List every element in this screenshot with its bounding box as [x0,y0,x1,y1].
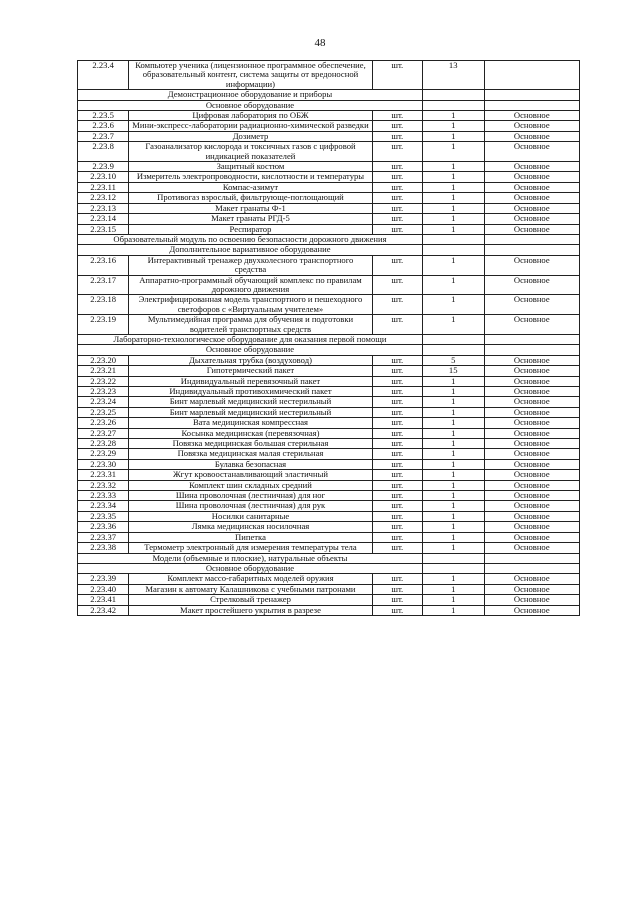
item-quantity-cell: 1 [422,295,484,315]
item-number-cell: 2.23.26 [78,418,129,428]
table-row [78,355,580,365]
item-type-cell: Основное [484,605,579,615]
table-row [78,491,580,501]
empty-cell [422,90,484,100]
item-type-cell: Основное [484,501,579,511]
item-unit-cell: шт. [372,584,422,594]
empty-cell [484,345,579,355]
item-number-cell: 2.23.18 [78,295,129,315]
item-quantity-cell: 1 [422,182,484,192]
item-number-cell: 2.23.17 [78,275,129,295]
item-unit-cell: шт. [372,203,422,213]
table-row [78,595,580,605]
table-row [78,511,580,521]
table-row [78,172,580,182]
item-number-cell: 2.23.42 [78,605,129,615]
item-type-cell: Основное [484,121,579,131]
table-row [78,543,580,553]
item-type-cell: Основное [484,480,579,490]
item-number-cell: 2.23.28 [78,439,129,449]
item-unit-cell: шт. [372,172,422,182]
section-title: Модели (объемные и плоские), натуральные объекты [78,553,423,563]
table-row [78,255,580,275]
item-type-cell: Основное [484,491,579,501]
item-name-cell: Термометр электронный для измерения температуры тела [129,543,372,553]
item-name-cell: Косынка медицинская (перевязочная) [129,428,372,438]
item-unit-cell: шт. [372,501,422,511]
item-name-cell: Дозиметр [129,131,372,141]
item-unit-cell: шт. [372,275,422,295]
item-number-cell: 2.23.19 [78,315,129,335]
item-unit-cell: шт. [372,511,422,521]
item-quantity-cell: 15 [422,366,484,376]
item-quantity-cell: 1 [422,142,484,162]
item-name-cell: Шина проволочная (лестничная) для ног [129,491,372,501]
equipment-table-body [78,61,580,616]
empty-cell [422,345,484,355]
table-row [78,387,580,397]
item-type-cell: Основное [484,418,579,428]
section-header-row [78,553,580,563]
item-unit-cell: шт. [372,418,422,428]
item-type-cell: Основное [484,428,579,438]
item-name-cell: Респиратор [129,224,372,234]
item-type-cell: Основное [484,574,579,584]
item-quantity-cell: 1 [422,543,484,553]
item-name-cell: Мультимедийная программа для обучения и подготовки водителей транспортных средств [129,315,372,335]
item-name-cell: Стрелковый тренажер [129,595,372,605]
item-name-cell: Измеритель электропроводности, кислотности и температуры [129,172,372,182]
item-type-cell: Основное [484,142,579,162]
item-name-cell: Аппаратно-программный обучающий комплекс по правилам дорожного движения [129,275,372,295]
empty-cell [484,563,579,573]
empty-cell [422,234,484,244]
item-name-cell: Повязка медицинская малая стерильная [129,449,372,459]
item-name-cell: Жгут кровоостанавливающий эластичный [129,470,372,480]
table-row [78,295,580,315]
table-row [78,428,580,438]
item-name-cell: Пипетка [129,532,372,542]
item-quantity-cell: 1 [422,203,484,213]
empty-cell [422,553,484,563]
item-number-cell: 2.23.7 [78,131,129,141]
item-quantity-cell: 1 [422,111,484,121]
item-name-cell: Защитный костюм [129,162,372,172]
item-name-cell: Дыхательная трубка (воздуховод) [129,355,372,365]
section-title: Дополнительное вариативное оборудование [78,245,423,255]
item-number-cell: 2.23.14 [78,214,129,224]
table-row [78,574,580,584]
item-number-cell: 2.23.9 [78,162,129,172]
item-type-cell: Основное [484,275,579,295]
table-row [78,315,580,335]
item-unit-cell: шт. [372,532,422,542]
item-name-cell: Комплект шин складных средний [129,480,372,490]
item-name-cell: Макет гранаты РГД-5 [129,214,372,224]
item-quantity-cell: 1 [422,595,484,605]
section-title: Образовательный модуль по освоению безопасности дорожного движения [78,234,423,244]
table-row [78,142,580,162]
item-unit-cell: шт. [372,574,422,584]
item-quantity-cell: 1 [422,532,484,542]
table-row [78,121,580,131]
item-number-cell: 2.23.13 [78,203,129,213]
item-quantity-cell: 1 [422,193,484,203]
item-type-cell: Основное [484,459,579,469]
item-type-cell: Основное [484,511,579,521]
item-unit-cell: шт. [372,387,422,397]
item-type-cell: Основное [484,584,579,594]
item-unit-cell: шт. [372,480,422,490]
table-row [78,224,580,234]
item-unit-cell: шт. [372,449,422,459]
empty-cell [484,100,579,110]
table-row [78,162,580,172]
item-quantity-cell: 1 [422,162,484,172]
item-type-cell: Основное [484,595,579,605]
item-quantity-cell: 1 [422,511,484,521]
section-header-row [78,100,580,110]
item-unit-cell: шт. [372,131,422,141]
item-unit-cell: шт. [372,61,422,90]
item-type-cell: Основное [484,214,579,224]
item-quantity-cell: 5 [422,355,484,365]
item-unit-cell: шт. [372,121,422,131]
table-row [78,61,580,90]
table-row [78,501,580,511]
item-quantity-cell: 1 [422,121,484,131]
item-type-cell: Основное [484,449,579,459]
section-header-row [78,245,580,255]
table-row [78,203,580,213]
item-type-cell: Основное [484,407,579,417]
item-number-cell: 2.23.37 [78,532,129,542]
item-quantity-cell: 1 [422,214,484,224]
item-type-cell: Основное [484,376,579,386]
item-number-cell: 2.23.34 [78,501,129,511]
item-quantity-cell: 1 [422,131,484,141]
item-unit-cell: шт. [372,439,422,449]
item-number-cell: 2.23.10 [78,172,129,182]
item-number-cell: 2.23.21 [78,366,129,376]
item-number-cell: 2.23.15 [78,224,129,234]
item-unit-cell: шт. [372,366,422,376]
item-type-cell: Основное [484,162,579,172]
table-row [78,214,580,224]
item-number-cell: 2.23.20 [78,355,129,365]
table-row [78,193,580,203]
item-quantity-cell: 1 [422,459,484,469]
item-name-cell: Макет гранаты Ф-1 [129,203,372,213]
item-type-cell: Основное [484,193,579,203]
item-type-cell: Основное [484,295,579,315]
item-type-cell: Основное [484,111,579,121]
item-quantity-cell: 1 [422,522,484,532]
item-quantity-cell: 1 [422,491,484,501]
item-name-cell: Противогаз взрослый, фильтрующе-поглощающий [129,193,372,203]
item-unit-cell: шт. [372,491,422,501]
section-header-row [78,90,580,100]
item-quantity-cell: 1 [422,172,484,182]
item-name-cell: Компас-азимут [129,182,372,192]
table-row [78,459,580,469]
section-header-row [78,563,580,573]
item-quantity-cell: 1 [422,407,484,417]
item-unit-cell: шт. [372,376,422,386]
item-quantity-cell: 1 [422,501,484,511]
page-number: 48 [314,37,326,49]
item-type-cell: Основное [484,355,579,365]
item-quantity-cell: 1 [422,224,484,234]
item-quantity-cell: 1 [422,574,484,584]
item-type-cell: Основное [484,255,579,275]
section-header-row [78,334,580,344]
section-title: Основное оборудование [78,563,423,573]
item-type-cell: Основное [484,387,579,397]
item-name-cell: Компьютер ученика (лицензионное программное обеспечение, образовательный контент, система защиты от вредоносной информации) [129,61,372,90]
item-number-cell: 2.23.30 [78,459,129,469]
item-name-cell: Булавка безопасная [129,459,372,469]
item-unit-cell: шт. [372,111,422,121]
table-row [78,111,580,121]
table-row [78,470,580,480]
item-number-cell: 2.23.24 [78,397,129,407]
item-number-cell: 2.23.35 [78,511,129,521]
empty-cell [484,234,579,244]
item-type-cell [484,61,579,90]
section-title: Основное оборудование [78,345,423,355]
empty-cell [422,563,484,573]
item-number-cell: 2.23.11 [78,182,129,192]
item-name-cell: Бинт марлевый медицинский нестерильный [129,407,372,417]
item-quantity-cell: 1 [422,275,484,295]
item-unit-cell: шт. [372,224,422,234]
table-row [78,397,580,407]
item-unit-cell: шт. [372,407,422,417]
item-quantity-cell: 1 [422,480,484,490]
item-unit-cell: шт. [372,459,422,469]
item-number-cell: 2.23.23 [78,387,129,397]
table-row [78,605,580,615]
item-name-cell: Индивидуальный перевязочный пакет [129,376,372,386]
item-unit-cell: шт. [372,470,422,480]
empty-cell [484,90,579,100]
table-row [78,275,580,295]
item-quantity-cell: 1 [422,418,484,428]
table-row [78,376,580,386]
item-type-cell: Основное [484,532,579,542]
item-name-cell: Комплект массо-габаритных моделей оружия [129,574,372,584]
item-number-cell: 2.23.22 [78,376,129,386]
item-number-cell: 2.23.25 [78,407,129,417]
item-unit-cell: шт. [372,295,422,315]
item-number-cell: 2.23.8 [78,142,129,162]
table-row [78,584,580,594]
item-quantity-cell: 1 [422,605,484,615]
item-quantity-cell: 1 [422,470,484,480]
item-number-cell: 2.23.6 [78,121,129,131]
item-number-cell: 2.23.5 [78,111,129,121]
item-type-cell: Основное [484,224,579,234]
section-title: Демонстрационное оборудование и приборы [78,90,423,100]
item-name-cell: Магазин к автомату Калашникова с учебными патронами [129,584,372,594]
item-quantity-cell: 1 [422,315,484,335]
item-name-cell: Бинт марлевый медицинский нестерильный [129,397,372,407]
item-unit-cell: шт. [372,428,422,438]
item-name-cell: Мини-экспресс-лаборатории радиационно-химической разведки [129,121,372,131]
item-quantity-cell: 1 [422,387,484,397]
item-type-cell: Основное [484,439,579,449]
item-number-cell: 2.23.4 [78,61,129,90]
section-header-row [78,234,580,244]
item-type-cell: Основное [484,470,579,480]
empty-cell [422,245,484,255]
item-unit-cell: шт. [372,605,422,615]
empty-cell [484,245,579,255]
item-unit-cell: шт. [372,522,422,532]
item-unit-cell: шт. [372,214,422,224]
item-quantity-cell: 1 [422,397,484,407]
item-number-cell: 2.23.40 [78,584,129,594]
item-name-cell: Лямка медицинская носилочная [129,522,372,532]
table-row [78,480,580,490]
item-number-cell: 2.23.16 [78,255,129,275]
equipment-table [77,60,580,616]
item-number-cell: 2.23.32 [78,480,129,490]
item-name-cell: Шина проволочная (лестничная) для рук [129,501,372,511]
item-name-cell: Повязка медицинская большая стерильная [129,439,372,449]
item-number-cell: 2.23.31 [78,470,129,480]
table-row [78,532,580,542]
item-quantity-cell: 1 [422,439,484,449]
item-quantity-cell: 1 [422,376,484,386]
item-number-cell: 2.23.39 [78,574,129,584]
table-row [78,182,580,192]
item-name-cell: Газоанализатор кислорода и токсичных газов с цифровой индикацией показателей [129,142,372,162]
item-quantity-cell: 13 [422,61,484,90]
table-row [78,522,580,532]
item-number-cell: 2.23.41 [78,595,129,605]
section-title: Лабораторно-технологическое оборудование для оказания первой помощи [78,334,423,344]
item-type-cell: Основное [484,366,579,376]
item-unit-cell: шт. [372,162,422,172]
item-type-cell: Основное [484,543,579,553]
item-name-cell: Цифровая лаборатория по ОБЖ [129,111,372,121]
item-type-cell: Основное [484,203,579,213]
item-unit-cell: шт. [372,255,422,275]
table-row [78,449,580,459]
item-number-cell: 2.23.33 [78,491,129,501]
section-title: Основное оборудование [78,100,423,110]
item-unit-cell: шт. [372,193,422,203]
item-unit-cell: шт. [372,595,422,605]
item-unit-cell: шт. [372,182,422,192]
item-type-cell: Основное [484,172,579,182]
item-quantity-cell: 1 [422,255,484,275]
item-number-cell: 2.23.12 [78,193,129,203]
item-quantity-cell: 1 [422,449,484,459]
item-type-cell: Основное [484,397,579,407]
table-row [78,407,580,417]
item-number-cell: 2.23.36 [78,522,129,532]
item-unit-cell: шт. [372,397,422,407]
empty-cell [484,334,579,344]
table-row [78,131,580,141]
item-unit-cell: шт. [372,543,422,553]
table-row [78,439,580,449]
item-name-cell: Интерактивный тренажер двухколесного транспортного средства [129,255,372,275]
item-name-cell: Гипотермический пакет [129,366,372,376]
item-quantity-cell: 1 [422,584,484,594]
section-header-row [78,345,580,355]
item-type-cell: Основное [484,522,579,532]
empty-cell [484,553,579,563]
item-unit-cell: шт. [372,315,422,335]
item-name-cell: Вата медицинская компрессная [129,418,372,428]
item-type-cell: Основное [484,182,579,192]
item-unit-cell: шт. [372,355,422,365]
item-number-cell: 2.23.29 [78,449,129,459]
empty-cell [422,100,484,110]
item-number-cell: 2.23.38 [78,543,129,553]
empty-cell [422,334,484,344]
item-name-cell: Электрифицированная модель транспортного и пешеходного светофоров с «Виртуальным учителем» [129,295,372,315]
item-type-cell: Основное [484,315,579,335]
item-number-cell: 2.23.27 [78,428,129,438]
item-quantity-cell: 1 [422,428,484,438]
item-name-cell: Носилки санитарные [129,511,372,521]
item-name-cell: Индивидуальный противохимический пакет [129,387,372,397]
table-row [78,418,580,428]
table-row [78,366,580,376]
item-name-cell: Макет простейшего укрытия в разрезе [129,605,372,615]
item-type-cell: Основное [484,131,579,141]
item-unit-cell: шт. [372,142,422,162]
